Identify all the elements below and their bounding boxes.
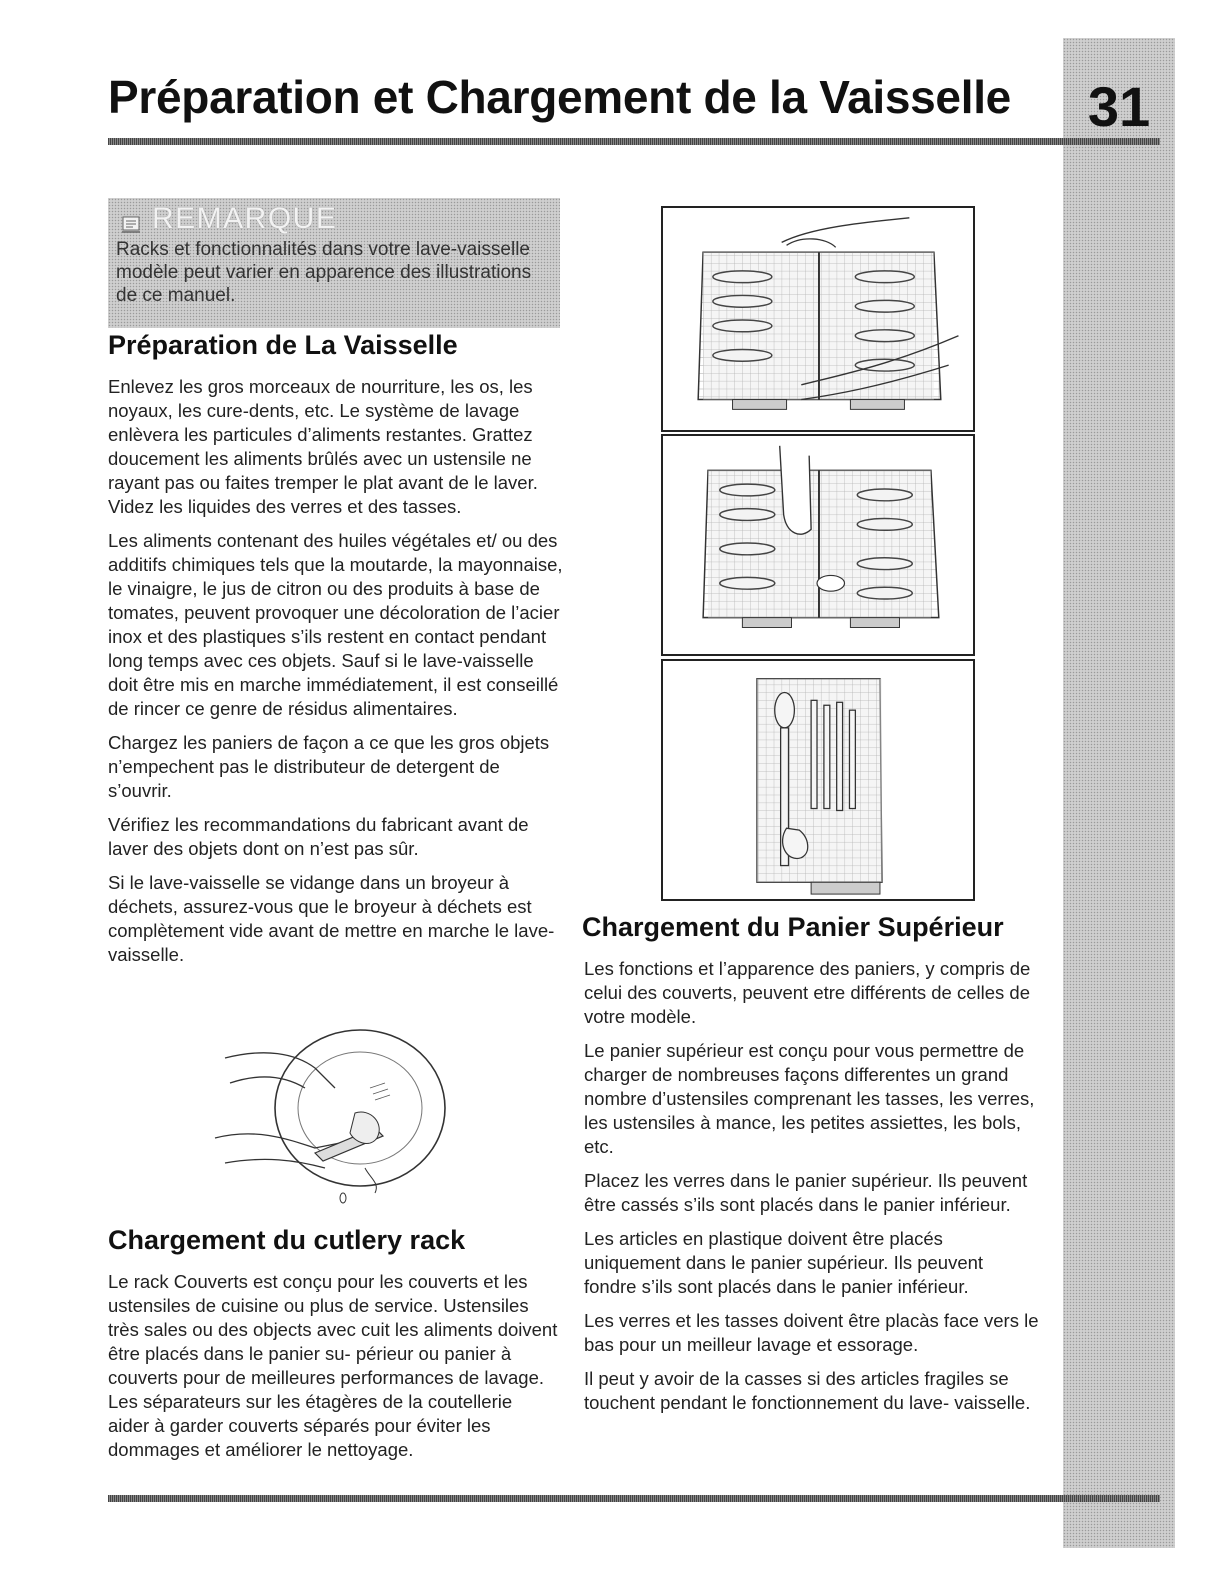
cutlery-paragraph: Le rack Couverts est conçu pour les couverts et les ustensiles de cuisine ou plus de service. Ustensiles très sales ou des objects avec cuit les aliments doivent être placés dans le panier su- périeur ou panier à couverts pour de meilleures performances de lavage. Les séparateurs sur les étagères de la coutellerie aider à garder couverts séparés pour éviter les dommages et améliorer le nettoyage. <box>108 1271 558 1460</box>
upper-rack-heading: Chargement du Panier Supérieur <box>582 912 1004 942</box>
upper-paragraph: Les articles en plastique doivent être placés uniquement dans le panier supérieur. Ils peuvent fondre s’ils sont placés dans le panier inférieur. <box>584 1228 984 1297</box>
note-box <box>108 198 560 328</box>
prep-paragraph: Si le lave-vaisselle se vidange dans un broyeur à déchets, assurez-vous que le broyeur à déchets est complètement vide avant de mettre en marche le lave-vaisselle. <box>108 872 555 965</box>
note-heading: REMARQUE <box>152 202 338 235</box>
plate-scraping-illustration <box>205 1028 455 1208</box>
note-heading-row <box>120 202 337 236</box>
upper-paragraph: Les fonctions et l’apparence des paniers, y compris de celui des couverts, peuvent etre différents de celles de votre modèle. <box>584 958 1031 1027</box>
upper-paragraph: Le panier supérieur est conçu pour vous permettre de charger de nombreuses façons differentes un grand nombre d’ustensiles comprenant les tasses, les verres, les ustensiles à mance, les petites assiettes, les bols, etc. <box>584 1040 1035 1157</box>
note-text: Racks et fonctionnalités dans votre lave-vaisselle modèle peut varier en apparence des illustrations de ce manuel. <box>116 239 532 306</box>
upper-paragraph: Il peut y avoir de la casses si des articles fragiles se touchent pendant le fonctionnement du lave- vaisselle. <box>584 1368 1031 1413</box>
cutlery-rack-figure-1 <box>661 206 975 432</box>
prep-paragraph: Vérifiez les recommandations du fabricant avant de laver des objets dont on n’est pas sûr. <box>108 814 529 859</box>
cutlery-rack-figure-2 <box>661 434 975 656</box>
prep-body <box>108 375 563 977</box>
prep-paragraph: Les aliments contenant des huiles végétales et/ ou des additifs chimiques tels que la moutarde, la mayonnaise, le vinaigre, le jus de citron ou des produits à base de tomates, peuvent provoquer une décoloration de l’acier inox et des plastiques s’ils restent en contact pendant long temps avec ces objets. Sauf si le lave-vaisselle doit être mis en marche immédiatement, il est conseillé de rincer ce genre de résidus alimentaires. <box>108 530 563 719</box>
cutlery-heading: Chargement du cutlery rack <box>108 1225 466 1255</box>
bottom-rule <box>108 1495 1160 1502</box>
cutlery-rack-figure-3 <box>661 659 975 901</box>
prep-heading: Préparation de La Vaisselle <box>108 330 458 360</box>
page-tab <box>1063 38 1175 1548</box>
upper-paragraph: Les verres et les tasses doivent être placàs face vers le bas pour un meilleur lavage et essorage. <box>584 1310 1039 1355</box>
cutlery-body <box>108 1270 558 1472</box>
upper-rack-body <box>584 957 1039 1425</box>
prep-paragraph: Enlevez les gros morceaux de nourriture, les os, les noyaux, les cure-dents, etc. Le système de lavage enlèvera les particules d’aliments restantes. Grattez doucement les aliments brûlés avec un ustensile ne rayant pas ou faites tremper le plat avant de le laver. Videz les liquides des verres et des tasses. <box>108 376 538 517</box>
upper-paragraph: Placez les verres dans le panier supérieur. Ils peuvent être cassés s’ils sont placés dans le panier inférieur. <box>584 1170 1028 1215</box>
page-title: Préparation et Chargement de la Vaisselle <box>108 71 1011 123</box>
page-number: 31 <box>1087 75 1151 138</box>
note-icon <box>120 209 142 229</box>
prep-paragraph: Chargez les paniers de façon a ce que les gros objets n’empechent pas le distributeur de detergent de s’ouvrir. <box>108 732 550 801</box>
top-rule <box>108 138 1160 145</box>
